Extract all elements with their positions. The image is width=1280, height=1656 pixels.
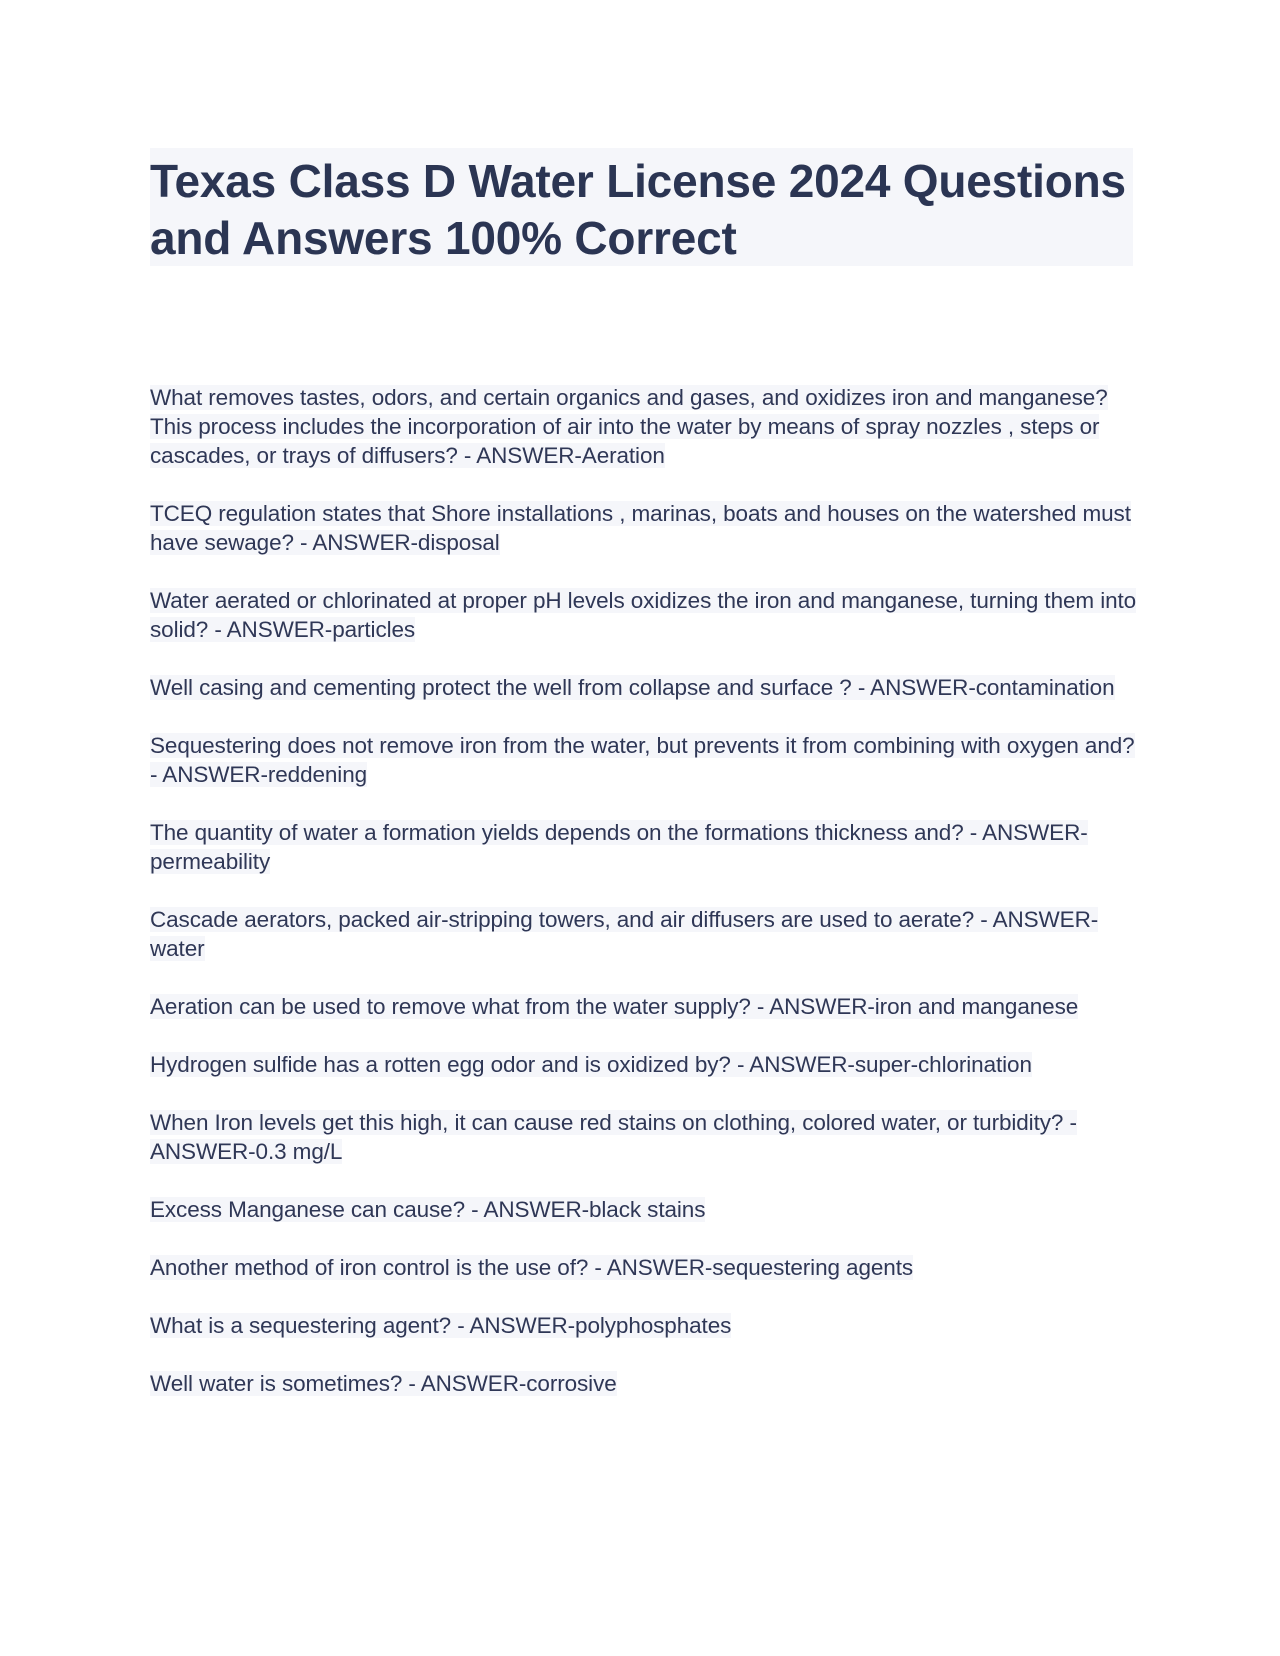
qa-item <box>150 499 1140 557</box>
qa-text: Sequestering does not remove iron from the water, but prevents it from combining with oxygen and? - ANSWER-reddening <box>150 733 1135 787</box>
qa-text: The quantity of water a formation yields depends on the formations thickness and? - ANSWER-permeability <box>150 820 1088 874</box>
document-title: Texas Class D Water License 2024 Questions and Answers 100% Correct <box>150 155 1126 264</box>
qa-item <box>150 1195 1140 1224</box>
qa-item <box>150 818 1140 876</box>
qa-list <box>150 383 1140 1427</box>
qa-text: Well casing and cementing protect the well from collapse and surface ? - ANSWER-contamination <box>150 675 1115 700</box>
qa-text: What is a sequestering agent? - ANSWER-polyphosphates <box>150 1313 732 1338</box>
qa-text: Hydrogen sulfide has a rotten egg odor and is oxidized by? - ANSWER-super-chlorination <box>150 1052 1032 1077</box>
qa-text: Aeration can be used to remove what from the water supply? - ANSWER-iron and manganese <box>150 994 1079 1019</box>
qa-item <box>150 673 1140 702</box>
qa-item <box>150 1108 1140 1166</box>
qa-item <box>150 731 1140 789</box>
qa-item <box>150 383 1140 470</box>
document-header <box>150 148 1140 266</box>
qa-text: Excess Manganese can cause? - ANSWER-black stains <box>150 1197 706 1222</box>
qa-item <box>150 586 1140 644</box>
qa-item <box>150 1311 1140 1340</box>
title-block <box>150 148 1133 266</box>
qa-text: When Iron levels get this high, it can cause red stains on clothing, colored water, or turbidity? - ANSWER-0.3 mg/L <box>150 1110 1077 1164</box>
qa-text: Well water is sometimes? - ANSWER-corrosive <box>150 1371 617 1396</box>
qa-item <box>150 1050 1140 1079</box>
qa-item <box>150 1253 1140 1282</box>
qa-text: TCEQ regulation states that Shore installations , marinas, boats and houses on the watershed must have sewage? - ANSWER-disposal <box>150 501 1131 555</box>
qa-text: What removes tastes, odors, and certain organics and gases, and oxidizes iron and manganese? This process includes the incorporation of air into the water by means of spray nozzles , steps or cascades, or trays of diffusers? - ANSWER-Aeration <box>150 385 1108 468</box>
qa-item <box>150 905 1140 963</box>
qa-item <box>150 1369 1140 1398</box>
qa-text: Water aerated or chlorinated at proper pH levels oxidizes the iron and manganese, turning them into solid? - ANSWER-particles <box>150 588 1137 642</box>
qa-text: Cascade aerators, packed air-stripping towers, and air diffusers are used to aerate? - ANSWER-water <box>150 907 1099 961</box>
qa-text: Another method of iron control is the use of? - ANSWER-sequestering agents <box>150 1255 914 1280</box>
qa-item <box>150 992 1140 1021</box>
